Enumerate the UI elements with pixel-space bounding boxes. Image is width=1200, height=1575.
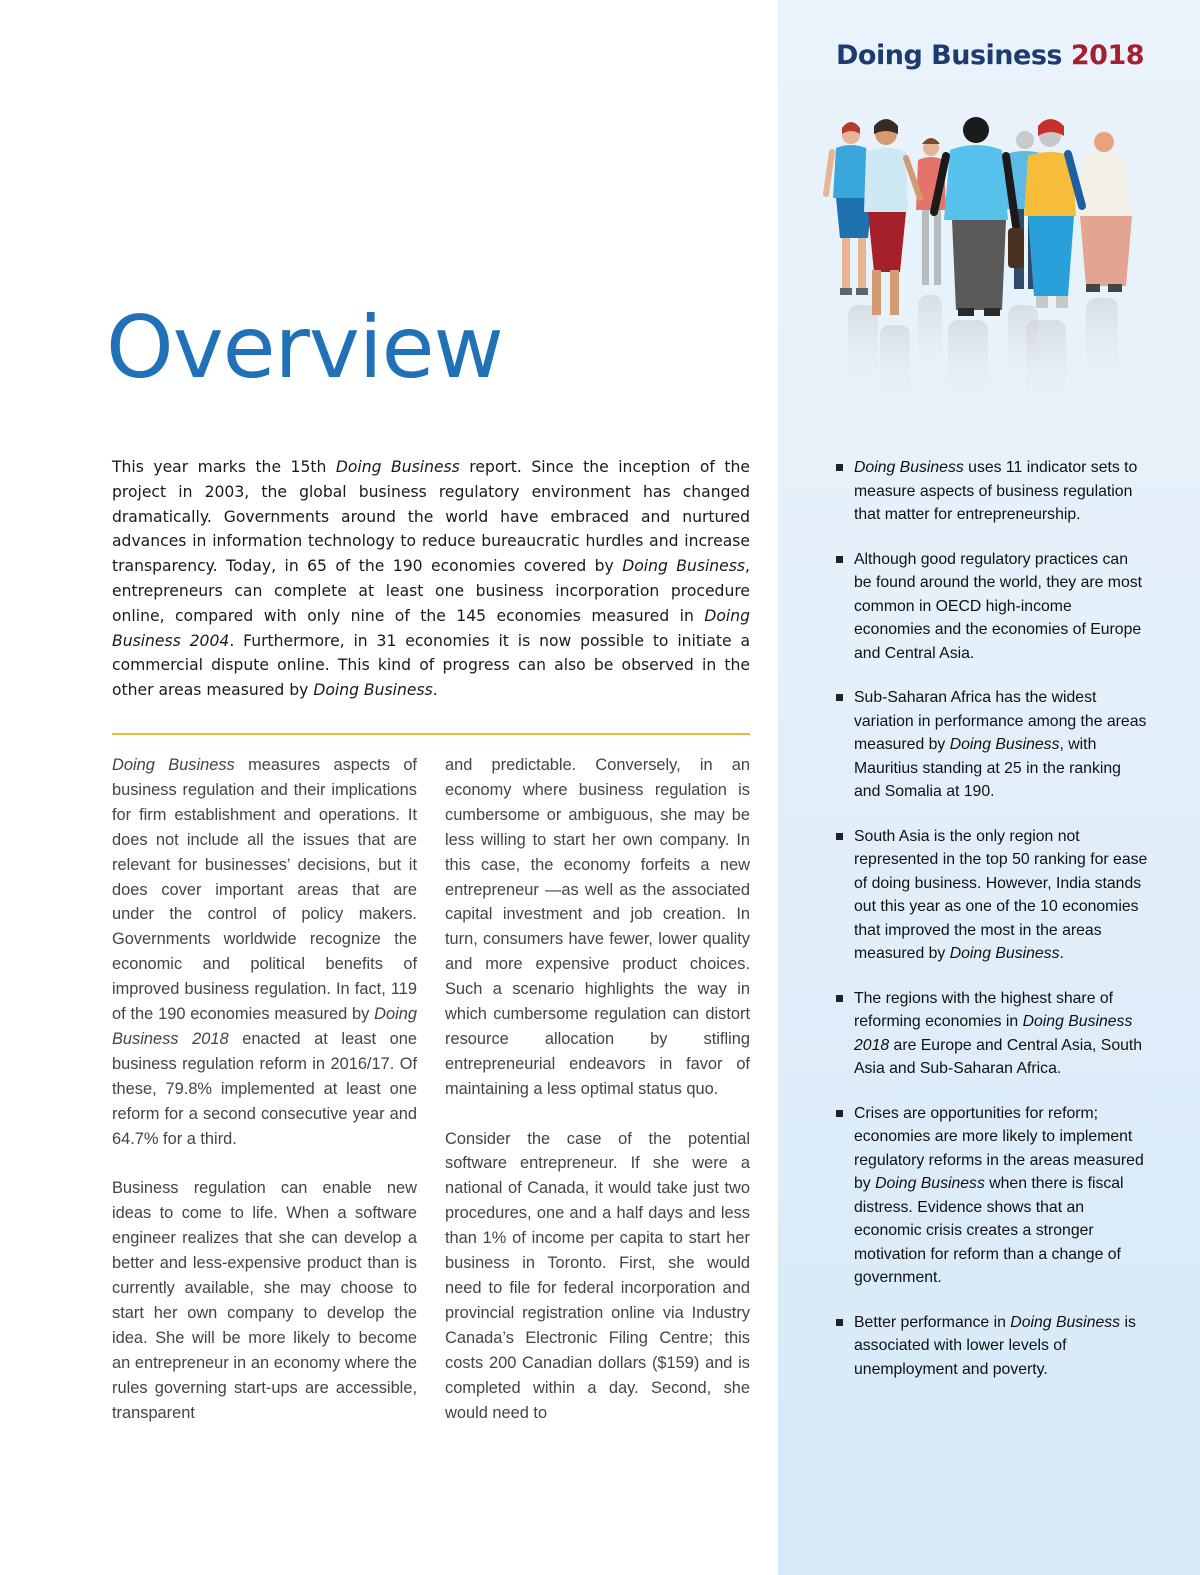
italic-title-text: Doing Business xyxy=(1010,1313,1121,1331)
page-title: Overview xyxy=(106,298,503,398)
text-run: . xyxy=(1059,945,1064,962)
key-finding-item xyxy=(836,686,1148,804)
key-finding-item xyxy=(836,1311,1148,1382)
text-run: Consider the case of the potential software entrepreneur. If she were a national of Canada, it would take just two procedures, one and a half days and less than 1% of income per capita to start her business in Toronto. First, she would need to file for federal incorporation and provincial registration online via Industry Canada’s Electronic Filing Centre; this costs 200 Canadian dollars ($159) and is completed within a day. Second, she would need to xyxy=(445,1129,750,1422)
text-run: South Asia is the only region not represented in the top 50 ranking for ease of doing business. However, India stands out this year as one of the 10 economies that improved the most in the areas measured by xyxy=(854,827,1148,962)
square-bullet-icon xyxy=(836,464,843,471)
italic-title-text: Doing Business 2004 xyxy=(112,606,750,650)
square-bullet-icon xyxy=(836,694,843,701)
text-run: The regions with the highest share of reforming economies in xyxy=(854,989,1114,1030)
body-paragraph xyxy=(112,1176,417,1425)
square-bullet-icon xyxy=(836,833,843,840)
walking-people-illustration xyxy=(818,110,1158,430)
text-run: . Furthermore, in 31 economies it is now possible to initiate a commercial dispute online. This kind of progress can also be observed in the other areas measured by xyxy=(112,631,751,700)
square-bullet-icon xyxy=(836,1319,843,1326)
text-run: report. Since the inception of the project in 2003, the global business regulatory environment has changed dramatically. Governments around the world have embraced and nurtured advances in information technology to reduce bureaucratic hurdles and increase transparency. Today, in 65 of the 190 economies covered by xyxy=(112,458,750,576)
report-brand xyxy=(836,40,1144,71)
key-finding-item xyxy=(836,825,1148,966)
square-bullet-icon xyxy=(836,1110,843,1117)
brand-year: 2018 xyxy=(1070,40,1145,71)
text-run: . xyxy=(432,681,438,700)
italic-title-text: Doing Business xyxy=(949,945,1060,962)
italic-title-text: Doing Business xyxy=(949,736,1060,753)
square-bullet-icon xyxy=(836,556,843,563)
body-paragraph xyxy=(445,1127,750,1426)
text-run: uses 11 indicator sets to measure aspects of business regulation that matter for entrepreneurship. xyxy=(854,459,1138,523)
italic-title-text: Doing Business xyxy=(622,557,746,576)
brand-name: Doing Business xyxy=(836,40,1062,71)
intro-paragraph xyxy=(112,455,750,703)
section-divider xyxy=(112,733,750,735)
text-run: Business regulation can enable new ideas to come to life. When a software engineer realizes that she can develop a better and less-expensive product than is currently available, she may choose to start her own company to develop the idea. She will be more likely to become an entrepreneur in an economy where the rules governing start-ups are accessible, transparent xyxy=(112,1179,417,1422)
text-run: This year marks the 15th xyxy=(112,458,336,476)
text-run: Sub-Saharan Africa has the widest variation in performance among the areas measured by xyxy=(854,689,1147,753)
italic-title-text: Doing Business 2018 xyxy=(112,1005,417,1048)
text-run: , entrepreneurs can complete at least one business incorporation procedure online, compared with only nine of the 145 economies measured in xyxy=(112,557,750,625)
text-run: is associated with lower levels of unemployment and poverty. xyxy=(854,1313,1136,1378)
body-column-left xyxy=(112,753,417,1450)
text-run: when there is fiscal distress. Evidence shows that an economic crisis creates a stronger motivation for reform than a change of government. xyxy=(854,1175,1124,1286)
key-findings-list xyxy=(836,456,1148,1402)
italic-title-text: Doing Business xyxy=(875,1175,985,1192)
italic-title-text: Doing Business xyxy=(854,459,964,476)
key-finding-item xyxy=(836,1102,1148,1290)
text-run: , with Mauritius standing at 25 in the ranking and Somalia at 190. xyxy=(854,736,1121,800)
key-finding-item xyxy=(836,548,1148,666)
body-paragraph xyxy=(445,753,750,1102)
italic-title-text: Doing Business xyxy=(313,681,433,700)
text-run: and predictable. Conversely, in an economy where business regulation is cumbersome or ambiguous, she may be less willing to start her own company. In this case, the economy forfeits a new entrepreneur —as well as the associated capital investment and job creation. In turn, consumers have fewer, lower quality and more expensive product choices. Such a scenario highlights the way in which cumbersome regulation can distort resource allocation by stifling entrepreneurial endeavors in favor of maintaining a less optimal status quo. xyxy=(445,756,750,1098)
text-run: are Europe and Central Asia, South Asia and Sub-Saharan Africa. xyxy=(854,1036,1143,1077)
square-bullet-icon xyxy=(836,995,843,1002)
text-run: measures aspects of business regulation and their implications for firm establishment and operations. It does not include all the issues that are relevant for businesses’ decisions, but it does cover important areas that are under the control of policy makers. Governments worldwide recognize the economic and political benefits of improved business regulation. In fact, 119 of the 190 economies measured by xyxy=(112,756,417,1024)
key-finding-item xyxy=(836,456,1148,527)
italic-title-text: Doing Business xyxy=(335,458,460,476)
body-paragraph xyxy=(112,753,417,1152)
text-run: Although good regulatory practices can be found around the world, they are most common in OECD high-income economies and the economies of Europe and Central Asia. xyxy=(854,550,1143,662)
italic-title-text: Doing Business 2018 xyxy=(854,1013,1133,1054)
text-run: Better performance in xyxy=(854,1313,1011,1331)
italic-title-text: Doing Business xyxy=(112,756,235,774)
body-column-right xyxy=(445,753,750,1450)
key-finding-item xyxy=(836,987,1148,1081)
text-run: enacted at least one business regulation reform in 2016/17. Of these, 79.8% implemented at least one reform for a second consecutive year and 64.7% for a third. xyxy=(112,1029,418,1148)
text-run: Crises are opportunities for reform; economies are more likely to implement regulatory reforms in the areas measured by xyxy=(854,1104,1144,1192)
